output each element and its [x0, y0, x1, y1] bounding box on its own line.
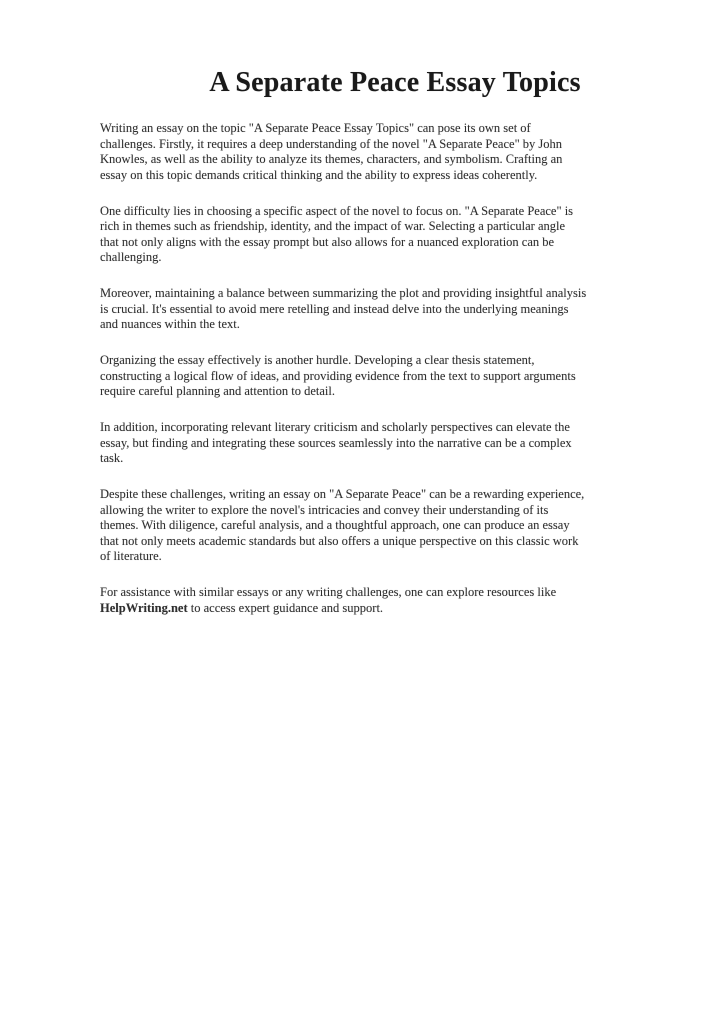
- text-line: [100, 487, 662, 503]
- text-segment: Moreover, maintaining a balance between summarizing the plot and providing insightful analysis: [100, 286, 587, 300]
- text-line: [100, 534, 662, 550]
- paragraph: [100, 204, 662, 266]
- text-segment: challenging.: [100, 250, 162, 264]
- text-segment: allowing the writer to explore the novel's intricacies and convey their understanding of its: [100, 502, 549, 517]
- text-segment: Knowles, as well as the ability to analyze its themes, characters, and symbolism. Crafting an: [100, 152, 563, 166]
- text-segment: constructing a logical flow of ideas, and providing evidence from the text to support arguments: [100, 368, 576, 383]
- text-line: [100, 420, 662, 436]
- brand-text-bold: HelpWriting.net: [100, 600, 188, 615]
- text-line: [100, 518, 662, 534]
- text-line: [100, 317, 662, 333]
- text-segment: task.: [100, 451, 124, 465]
- document-body: [100, 121, 662, 616]
- text-segment: to access expert guidance and support.: [187, 600, 384, 615]
- text-segment: of literature.: [100, 549, 162, 563]
- text-line: [100, 286, 662, 302]
- text-segment: that not only meets academic standards but also offers a unique perspective on this classic work: [100, 533, 579, 548]
- paragraph: [100, 286, 662, 333]
- page-title: A Separate Peace Essay Topics: [209, 67, 581, 98]
- text-segment: is crucial. It's essential to avoid mere retelling and instead delve into the underlying meanings: [100, 301, 569, 316]
- text-line: [100, 235, 662, 251]
- text-line: [100, 250, 662, 266]
- text-line: [100, 204, 662, 220]
- text-line: [100, 121, 662, 137]
- text-segment: essay, but finding and integrating these sources seamlessly into the narrative can be a complex: [100, 435, 572, 450]
- text-line: [100, 369, 662, 385]
- text-line: [100, 384, 662, 400]
- text-segment: Writing an essay on the topic "A Separate Peace Essay Topics" can pose its own set of: [100, 121, 531, 135]
- text-line: [100, 585, 662, 601]
- text-line: [100, 549, 662, 565]
- text-line: [100, 353, 662, 369]
- text-segment: challenges. Firstly, it requires a deep understanding of the novel "A Separate Peace" by John: [100, 136, 563, 151]
- text-segment: require careful planning and attention to detail.: [100, 384, 335, 398]
- paragraph: [100, 585, 662, 616]
- text-segment: Organizing the essay effectively is another hurdle. Developing a clear thesis statement,: [100, 353, 535, 367]
- text-segment: For assistance with similar essays or any writing challenges, one can explore resources like: [100, 585, 557, 599]
- text-line: [100, 168, 662, 184]
- text-line: [100, 302, 662, 318]
- text-segment: and nuances within the text.: [100, 317, 240, 331]
- text-segment: themes. With diligence, careful analysis, and a thoughtful approach, one can produce an essay: [100, 518, 570, 532]
- text-line: [100, 601, 662, 617]
- paragraph: [100, 121, 662, 183]
- paragraph: [100, 487, 662, 565]
- text-segment: One difficulty lies in choosing a specific aspect of the novel to focus on. "A Separate Peace" is: [100, 203, 574, 218]
- text-line: [100, 436, 662, 452]
- text-line: [100, 219, 662, 235]
- text-segment: rich in themes such as friendship, identity, and the impact of war. Selecting a particular angle: [100, 219, 566, 233]
- text-line: [100, 451, 662, 467]
- paragraph: [100, 353, 662, 400]
- text-segment: In addition, incorporating relevant literary criticism and scholarly perspectives can elevate the: [100, 420, 570, 434]
- text-line: [100, 152, 662, 168]
- text-segment: that not only aligns with the essay prompt but also allows for a nuanced exploration can be: [100, 234, 555, 249]
- text-segment: essay on this topic demands critical thinking and the ability to express ideas coherently.: [100, 167, 538, 182]
- text-line: [100, 503, 662, 519]
- paragraph: [100, 420, 662, 467]
- text-line: [100, 137, 662, 153]
- text-segment: Despite these challenges, writing an essay on "A Separate Peace" can be a rewarding experience,: [100, 487, 585, 501]
